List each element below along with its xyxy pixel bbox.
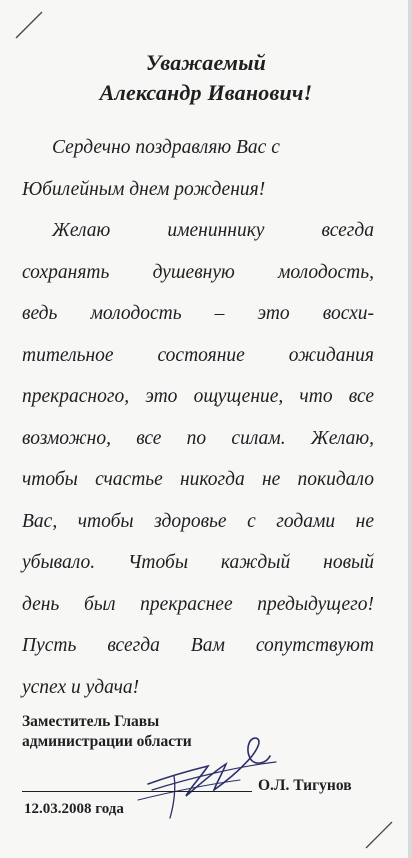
text-line: возможно, все по силам. Желаю, — [22, 427, 374, 449]
text-line: прекрасного, это ощущение, что все — [22, 386, 374, 407]
signatory-position — [22, 712, 192, 752]
position-line-1: Заместитель Главы — [22, 713, 160, 730]
signature-date: 12.03.2008 года — [24, 801, 124, 817]
text-line: убывало. Чтобы каждый новый — [22, 552, 374, 573]
text-line: тительное состояние ожидания — [22, 344, 374, 366]
congratulation-text — [22, 127, 374, 708]
text-line: Желаю имениннику всегда — [52, 220, 374, 241]
signatory-name: О.Л. Тигунов — [258, 777, 352, 794]
text-line: Вас, чтобы здоровье с годами не — [22, 510, 374, 532]
text-line: чтобы счастье никогда не покидало — [22, 469, 374, 490]
greeting-heading — [0, 48, 412, 108]
corner-mark-bottom-right — [364, 818, 394, 850]
corner-mark-top-left — [14, 8, 44, 40]
text-line: ведь молодость – это восхи- — [22, 303, 374, 324]
position-line-2: администрации области — [22, 733, 192, 750]
text-line: Юбилейным днем рождения! — [22, 178, 266, 200]
text-line: день был прекраснее предыдущего! — [22, 593, 374, 615]
greeting-line-2: Александр Иванович! — [99, 80, 313, 105]
greeting-line-1: Уважаемый — [145, 50, 267, 75]
text-line: сохранять душевную молодость, — [22, 261, 374, 283]
text-line: Сердечно поздравляю Вас с — [52, 137, 280, 158]
text-line: Пусть всегда Вам сопутствуют — [22, 635, 374, 656]
signature-line — [22, 791, 252, 792]
text-line: успех и удача! — [22, 676, 140, 698]
